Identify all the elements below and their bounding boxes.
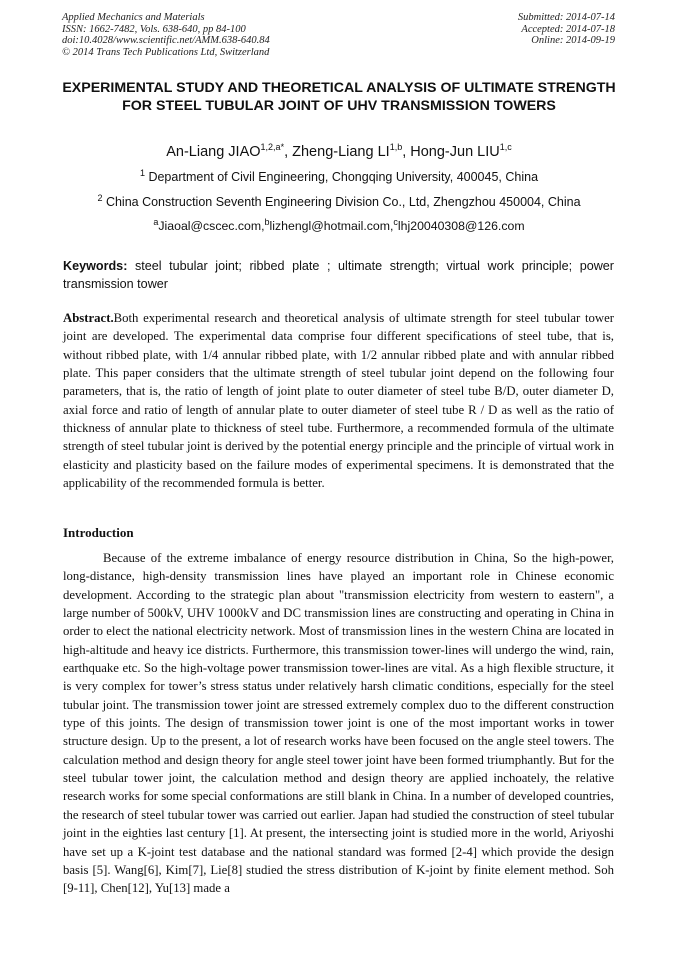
author-sup: 1,2,a* bbox=[260, 142, 285, 152]
submitted-date: Submitted: 2014-07-14 bbox=[517, 12, 615, 23]
author-name: An-Liang JIAO bbox=[166, 144, 261, 160]
author-separator: , bbox=[284, 144, 293, 160]
email-link[interactable]: lhj20040308@126.com bbox=[397, 219, 525, 233]
keywords-label: Keywords: bbox=[63, 259, 128, 273]
author-sup: 1,c bbox=[499, 142, 512, 152]
abstract-label: Abstract. bbox=[63, 311, 114, 325]
abstract-text: Both experimental research and theoretical analysis of ultimate strength for steel tubular tower joint are developed. The experimental data comprise four different specifications of steel tube, that is, without ribbed plate, with 1/4 annular ribbed plate, with 1/2 annular ribbed plate and with annular ribbed plate. This paper considers that the ultimate strength of steel tubular joint depend on the following four parameters, that is, the ratio of length of joint plate to outer diameter of steel tube B/D, outer diameter D, axial force and ratio of length of annular plate to outer diameter of steel tube R / D as well as the ratio of thickness of annular plate to thickness of steel tube. Furthermore, a recommended formula of the ultimate strength of steel tubular joint is derived by the potential energy principle and the principle of virtual work in elasticity and plasticity based on the failure modes of experimental specimens. It is demonstrated that the applicability of the recommended formula is better. bbox=[63, 311, 614, 491]
email-sup: c bbox=[393, 217, 398, 227]
abstract-section bbox=[63, 309, 614, 492]
journal-name: Applied Mechanics and Materials bbox=[62, 12, 205, 23]
introduction-heading: Introduction bbox=[63, 525, 134, 540]
affiliation-text: Department of Civil Engineering, Chongqing University, 400045, China bbox=[148, 170, 539, 184]
affiliation-sup: 2 bbox=[97, 193, 103, 203]
doi[interactable]: doi:10.4028/www.scientific.net/AMM.638-640.84 bbox=[62, 35, 270, 47]
dates-header bbox=[518, 12, 615, 47]
online-date: Online: 2014-09-19 bbox=[531, 35, 615, 47]
affiliation-2 bbox=[0, 195, 678, 209]
affiliation-text: China Construction Seventh Engineering Division Co., Ltd, Zhengzhou 450004, China bbox=[105, 195, 581, 209]
keywords-text: steel tubular joint; ribbed plate ; ultimate strength; virtual work principle; power transmission tower bbox=[63, 259, 614, 291]
author-sup: 1,b bbox=[389, 142, 403, 152]
accepted-date: Accepted: 2014-07-18 bbox=[521, 23, 615, 35]
copyright: © 2014 Trans Tech Publications Ltd, Switzerland bbox=[62, 46, 270, 58]
introduction-paragraph: Because of the extreme imbalance of energy resource distribution in China, So the high-power, long-distance, high-density transmission lines have played an important role in Chinese economic development. According to the strategic plan about "transmission electricity from western to eastern", a large number of 500kV, UHV 1000kV and DC transmission lines are constructing and operating in China in order to elect the national electricity network. Most of transmission lines in the western China are located in high-altitude and heavy ice districts. Furthermore, this transmission tower-lines will undergo the wind, rain, earthquake etc. So the high-voltage power transmission tower-lines are vital. As a high flexible structure, it is very complex for tower’s stress status under relatively harsh climatic conditions, especially for the steel tubular joint. The transmission tower joint are stressed extremely complex duo to the different construction type of this joints. The design of transmission tower joint is one of the most important works in tower structure design. Up to the present, a lot of research works have been focused on the angle steel towers. The calculation method and design theory for angle steel tower joint have been formed triumphantly. But for the steel tubular tower joint, the calculation method and design theory are applied inchoately, the relative research works for some special conformations are still blank in China. In a number of developed countries, the research of steel tubular tower was carried out earlier. Japan had studied the construction of steel tubular joint in the eighties last century [1]. At present, the intersecting joint is studied more in the world, Ariyoshi have set up a K-joint test database and the national standard was formed [2-4] which provide the design basis [5]. Wang[6], Kim[7], Lie[8] studied the stress distribution of K-joint by finite element method. Soh [9-11], Chen[12], Yu[13] made a bbox=[63, 551, 614, 896]
author-separator: , bbox=[402, 144, 411, 160]
issn: ISSN: 1662-7482, Vols. 638-640, pp 84-100 bbox=[62, 23, 246, 35]
affiliation-sup: 1 bbox=[139, 168, 145, 178]
author-list bbox=[0, 144, 678, 160]
journal-header bbox=[62, 12, 270, 58]
email-sup: b bbox=[264, 217, 270, 227]
keywords-section bbox=[63, 258, 614, 293]
affiliation-1 bbox=[0, 170, 678, 184]
author-name: Hong-Jun LIU bbox=[410, 144, 500, 160]
author-name: Zheng-Liang LI bbox=[292, 144, 390, 160]
email-link[interactable]: lizhengl@hotmail.com, bbox=[269, 219, 394, 233]
email-link[interactable]: Jiaoal@cscec.com, bbox=[158, 219, 265, 233]
email-sup: a bbox=[153, 217, 159, 227]
paper-title: EXPERIMENTAL STUDY AND THEORETICAL ANALYSIS OF ULTIMATE STRENGTH FOR STEEL TUBULAR JOINT OF UHV TRANSMISSION TOWERS bbox=[62, 80, 616, 114]
email-list bbox=[0, 219, 678, 233]
